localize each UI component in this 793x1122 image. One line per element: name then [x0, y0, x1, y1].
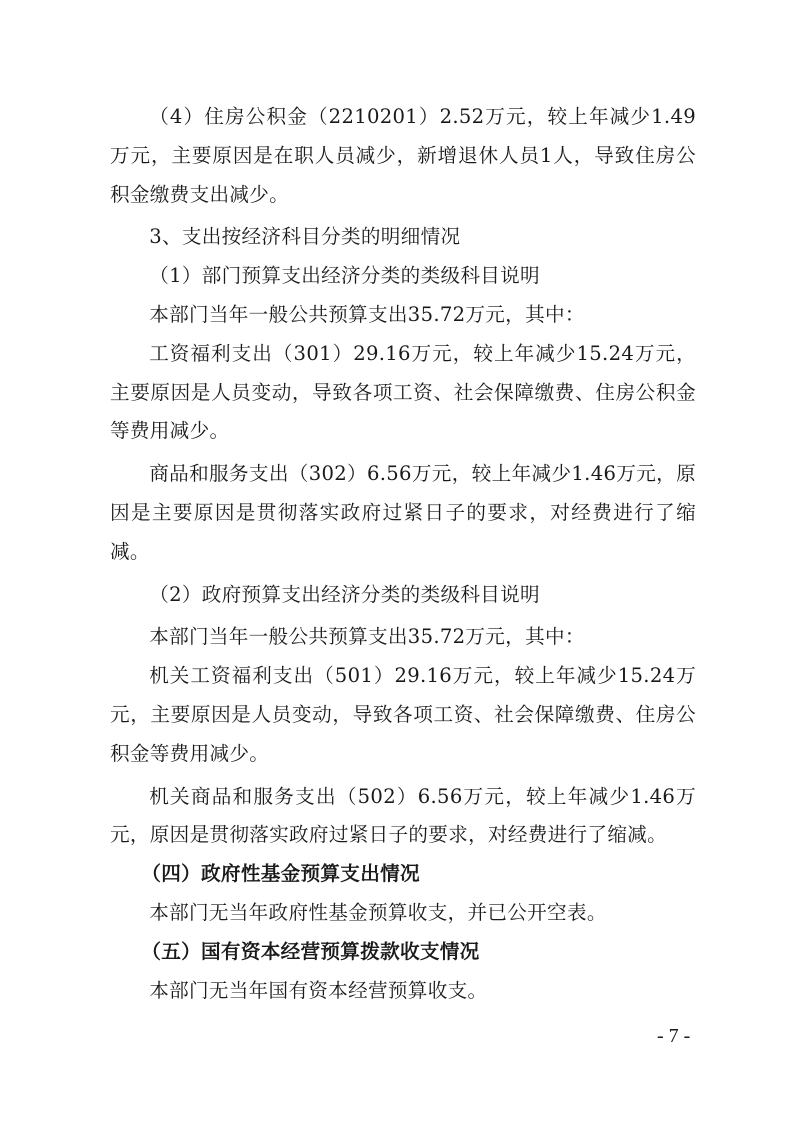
paragraph-agency-salary-welfare: 机关工资福利支出（501）29.16万元，较上年减少15.24万元，主要原因是人员变动，导致各项工资、社会保障缴费、住房公积金等费用减少。 — [110, 664, 696, 765]
section-heading-economic-classification: 3、支出按经济科目分类的明细情况 — [149, 225, 461, 249]
paragraph-general-budget-total-2: 本部门当年一般公共预算支出35.72万元，其中： — [149, 625, 585, 649]
paragraph-housing-fund: （4）住房公积金（2210201）2.52万元，较上年减少1.49万元，主要原因是在职人员减少，新增退休人员1人，导致住房公积金缴费支出减少。 — [110, 105, 696, 206]
subheading-department-budget: （1）部门预算支出经济分类的类级科目说明 — [149, 264, 540, 288]
heading-state-capital: （五）国有资本经营预算拨款收支情况 — [141, 939, 480, 963]
page-number: - 7 - — [657, 1025, 691, 1047]
subheading-government-budget: （2）政府预算支出经济分类的类级科目说明 — [149, 582, 540, 606]
paragraph-agency-goods-services: 机关商品和服务支出（502）6.56万元，较上年减少1.46万元，原因是贯彻落实政府过紧日子的要求，对经费进行了缩减。 — [110, 784, 696, 847]
document-body — [110, 98, 696, 1010]
paragraph-salary-welfare: 工资福利支出（301）29.16万元，较上年减少15.24万元，主要原因是人员变动，导致各项工资、社会保障缴费、住房公积金等费用减少。 — [110, 341, 696, 443]
paragraph-general-budget-total: 本部门当年一般公共预算支出35.72万元，其中： — [149, 302, 585, 326]
paragraph-government-fund: 本部门无当年政府性基金预算收支，并已公开空表。 — [149, 900, 607, 924]
heading-government-fund: （四）政府性基金预算支出情况 — [141, 862, 420, 886]
paragraph-goods-services: 商品和服务支出（302）6.56万元，较上年减少1.46万元，原因是主要原因是贯彻落实政府过紧日子的要求，对经费进行了缩减。 — [110, 462, 696, 563]
paragraph-state-capital: 本部门无当年国有资本经营预算收支。 — [149, 978, 488, 1002]
